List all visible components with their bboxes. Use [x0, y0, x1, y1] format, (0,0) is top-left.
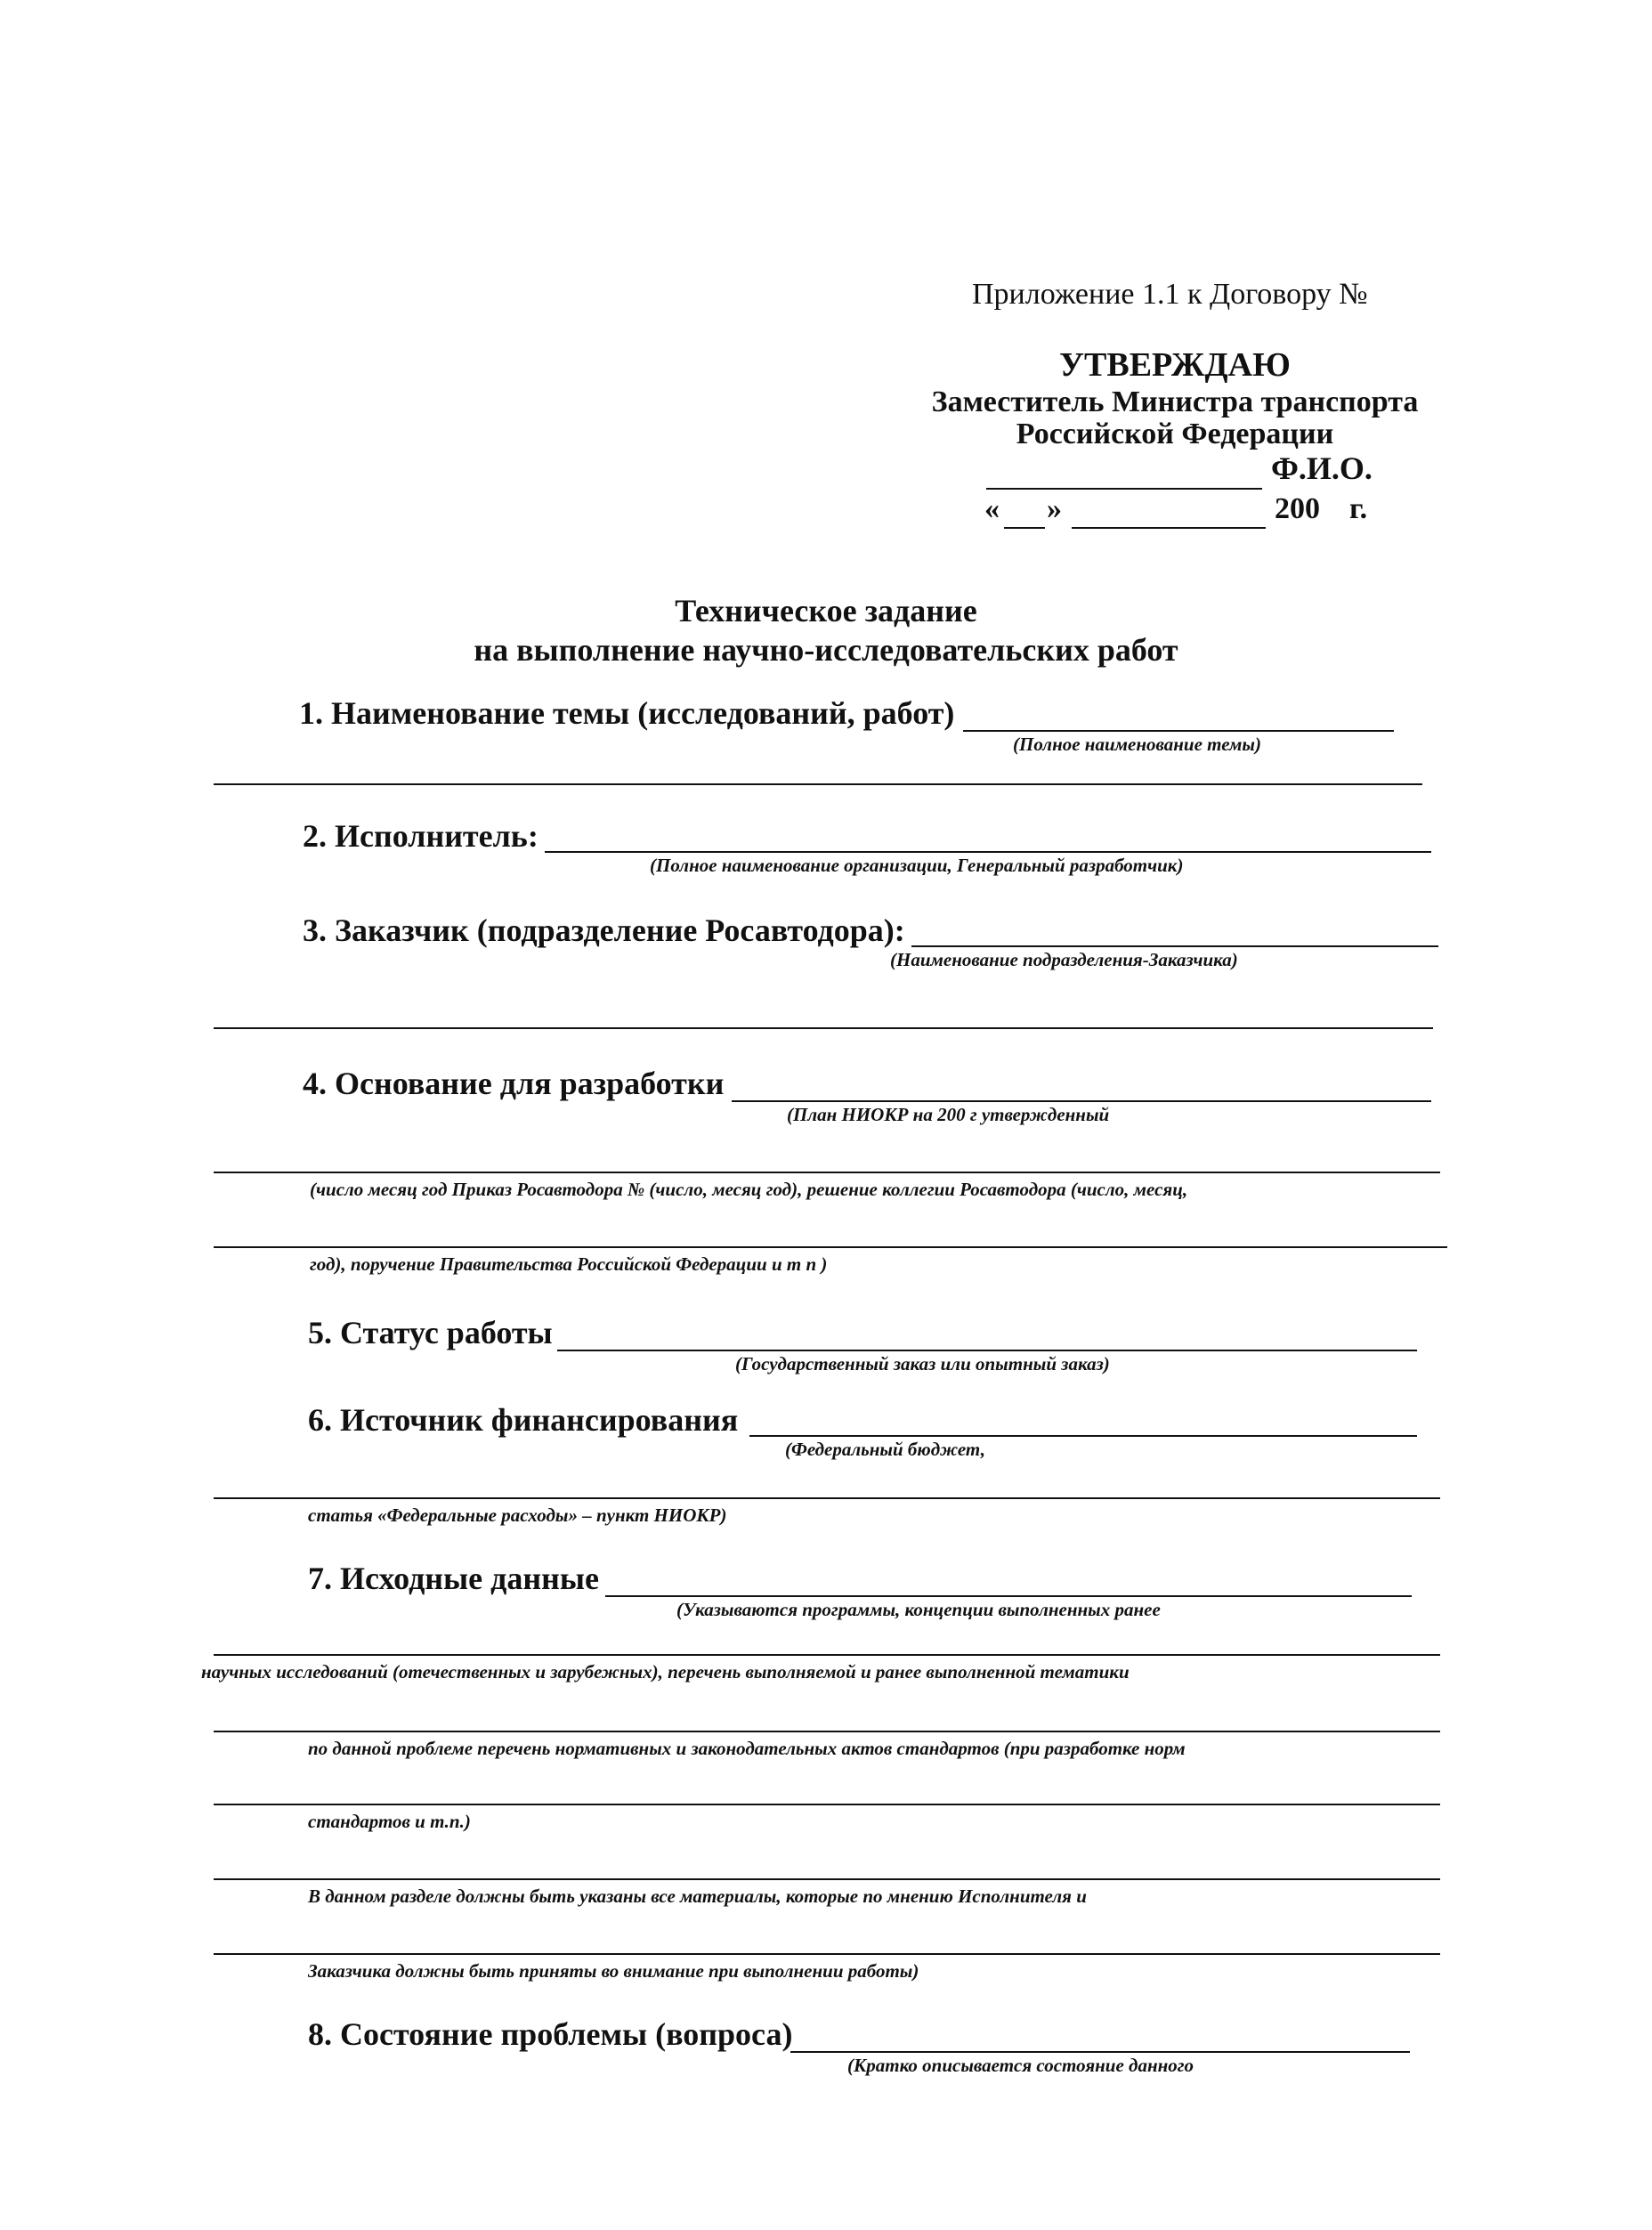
section-7-field-line — [605, 1595, 1412, 1597]
section-7-line-4 — [214, 1804, 1440, 1805]
document-title-line1: Техническое задание — [675, 593, 977, 628]
section-6-hint-1: (Федеральный бюджет, — [785, 1439, 986, 1460]
section-3-hint: (Наименование подразделения-Заказчика) — [890, 949, 1238, 970]
section-6-label: 6. Источник финансирования — [308, 1402, 739, 1438]
approver-position-line1: Заместитель Министра транспорта — [931, 385, 1419, 418]
signature-line — [986, 488, 1262, 490]
section-7-hint-6: Заказчика должны быть приняты во внимание при выполнении работы) — [308, 1960, 919, 1982]
section-7-hint-2: научных исследований (отечественных и зарубежных), перечень выполняемой и ранее выполненной тематики — [201, 1661, 1130, 1683]
section-8-hint: (Кратко описывается состояние данного — [847, 2055, 1194, 2076]
section-7-hint-1: (Указываются программы, концепции выполненных ранее — [676, 1599, 1161, 1620]
section-5-label: 5. Статус работы — [308, 1315, 553, 1350]
month-line — [1072, 527, 1266, 529]
section-6-line-2 — [214, 1497, 1440, 1499]
section-4-line-3 — [214, 1246, 1447, 1248]
date-year-suffix: г. — [1349, 492, 1368, 525]
section-1-field-line — [963, 730, 1394, 732]
section-6-hint-2: статья «Федеральные расходы» – пункт НИОКР) — [308, 1504, 727, 1526]
section-3-field-line — [911, 945, 1438, 947]
section-7-line-5 — [214, 1878, 1440, 1880]
section-4-hint-1: (План НИОКР на 200 г утвержденный — [787, 1104, 1110, 1125]
section-8-label: 8. Состояние проблемы (вопроса) — [308, 2016, 793, 2052]
section-7-line-3 — [214, 1731, 1440, 1732]
section-7-hint-4: стандартов и т.п.) — [308, 1811, 471, 1832]
section-4-label: 4. Основание для разработки — [303, 1066, 725, 1101]
date-quote-open: « — [984, 492, 1000, 525]
approver-position-line2: Российской Федерации — [1016, 418, 1334, 450]
section-1-label: 1. Наименование темы (исследований, работ) — [299, 695, 955, 731]
document-title-line2: на выполнение научно-исследовательских работ — [474, 632, 1178, 668]
section-5-field-line — [557, 1350, 1417, 1351]
section-5-hint: (Государственный заказ или опытный заказ) — [735, 1353, 1110, 1374]
section-3-extra-line — [214, 1027, 1433, 1029]
section-7-hint-5: В данном разделе должны быть указаны все материалы, которые по мнению Исполнителя и — [308, 1885, 1087, 1907]
section-7-line-6 — [214, 1953, 1440, 1955]
approve-heading: УТВЕРЖДАЮ — [1059, 346, 1291, 384]
section-4-hint-2: (число месяц год Приказ Росавтодора № (число, месяц год), решение коллегии Росавтодора (число, месяц, — [310, 1179, 1188, 1200]
section-1-extra-line — [214, 783, 1422, 785]
approver-fio: Ф.И.О. — [1271, 450, 1373, 486]
section-1-hint: (Полное наименование темы) — [1013, 734, 1261, 755]
section-4-hint-3: год), поручение Правительства Российской Федерации и т п ) — [310, 1253, 828, 1275]
annex-reference: Приложение 1.1 к Договору № — [972, 278, 1368, 311]
section-3-label: 3. Заказчик (подразделение Росавтодора): — [303, 912, 905, 948]
section-7-line-2 — [214, 1654, 1440, 1656]
section-4-field-line — [732, 1100, 1431, 1102]
section-2-label: 2. Исполнитель: — [303, 818, 539, 854]
date-quote-close: » — [1047, 492, 1062, 525]
section-7-hint-3: по данной проблеме перечень нормативных и законодательных актов стандартов (при разработке норм — [308, 1738, 1186, 1759]
section-8-field-line — [790, 2051, 1410, 2053]
section-6-field-line — [749, 1435, 1417, 1437]
section-7-label: 7. Исходные данные — [308, 1561, 599, 1596]
section-2-hint: (Полное наименование организации, Генеральный разработчик) — [650, 855, 1184, 876]
section-4-line-2 — [214, 1172, 1440, 1173]
day-line — [1004, 527, 1045, 529]
section-2-field-line — [545, 851, 1431, 853]
date-year: 200 — [1275, 492, 1320, 525]
